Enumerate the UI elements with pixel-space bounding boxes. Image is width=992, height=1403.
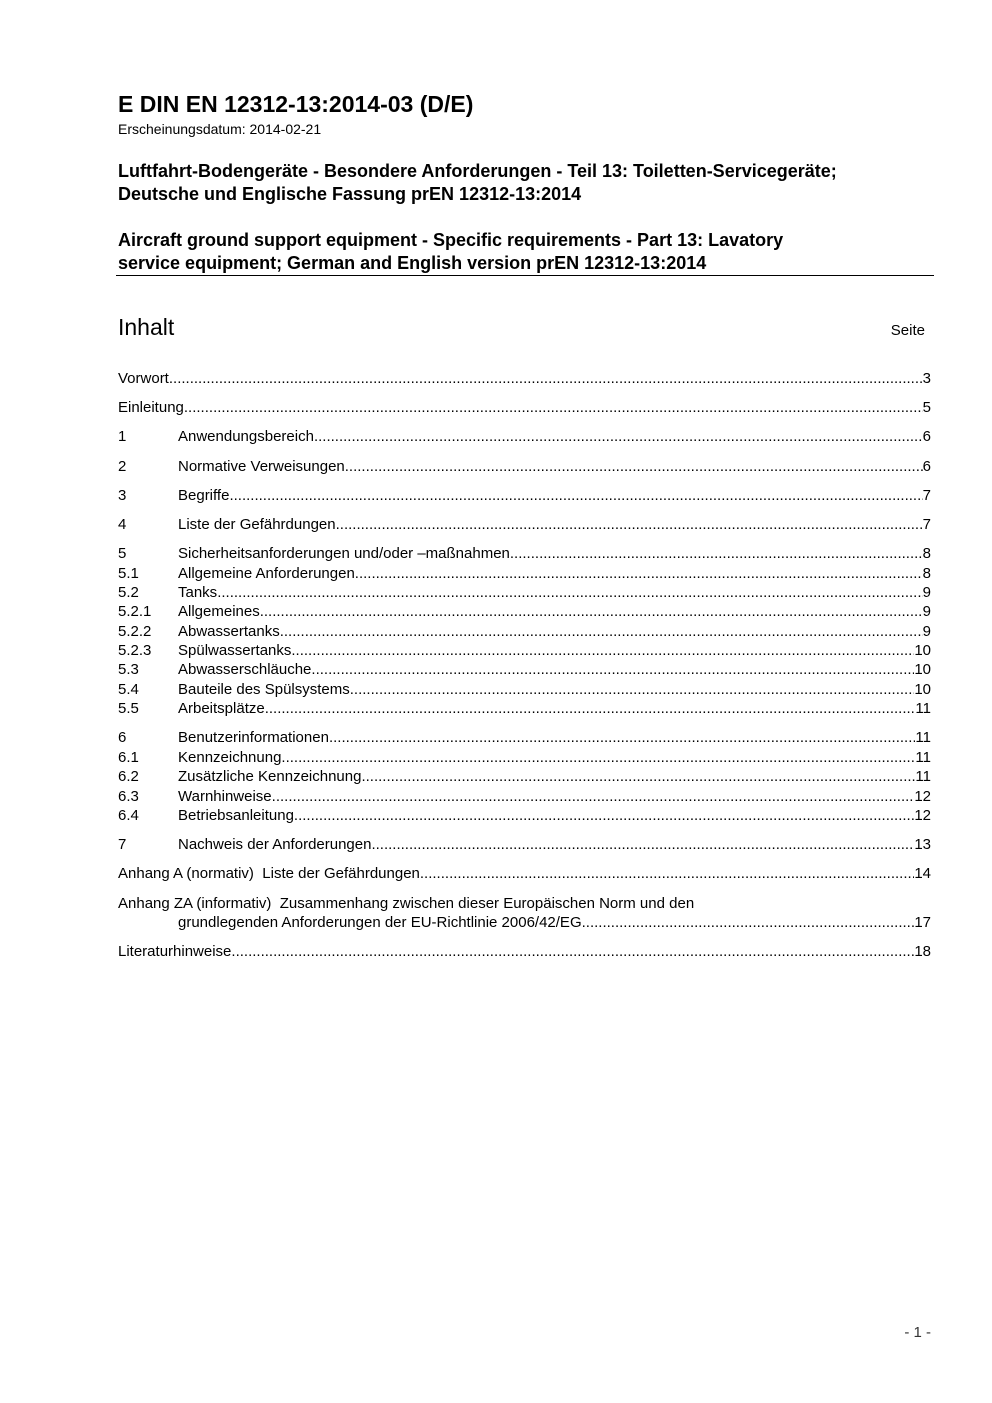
toc-entry-label: Nachweis der Anforderungen	[178, 836, 372, 854]
toc-entry-page: 10	[914, 661, 931, 679]
document-id: E DIN EN 12312-13:2014-03 (D/E)	[118, 91, 474, 117]
toc-entry-number: 6.1	[118, 748, 139, 766]
toc-entry-number: 6.2	[118, 768, 139, 786]
toc-entry-annex-za[interactable]	[118, 894, 931, 913]
toc-entry-page: 11	[915, 700, 931, 718]
toc-leader-dots	[231, 942, 914, 961]
toc-leader-dots	[336, 515, 923, 534]
toc-entry-number: 6.4	[118, 807, 139, 824]
toc-entry-page: 13	[914, 836, 931, 854]
toc-entry-page: 18	[914, 943, 931, 961]
toc-heading: Inhalt	[118, 314, 175, 340]
toc-entry[interactable]	[118, 641, 931, 660]
toc-entry[interactable]	[118, 835, 931, 854]
toc-entry-label: Normative Verweisungen	[178, 457, 345, 475]
toc-entry-number: 3	[118, 486, 127, 504]
page-number: - 1 -	[904, 1324, 931, 1341]
toc-entry-number: 4	[118, 515, 127, 533]
toc-leader-dots	[229, 486, 922, 505]
toc-entry-number: 5.4	[118, 680, 139, 698]
toc-entry-label: Begriffe	[178, 486, 230, 504]
toc-leader-dots	[291, 641, 914, 660]
toc-entry-number: 5	[118, 545, 127, 563]
toc-entry-page: 6	[922, 428, 931, 446]
toc-leader-dots	[355, 564, 923, 583]
toc-annex-za-label-line1: Zusammenhang zwischen dieser Europäischen Norm und den	[279, 894, 695, 912]
toc-entry-number: 5.1	[118, 564, 139, 582]
toc-leader-dots	[582, 913, 915, 932]
toc-entry-label: Kennzeichnung	[178, 748, 282, 766]
toc-entry-page: 8	[922, 564, 931, 582]
toc-leader-dots	[272, 787, 915, 806]
toc-page-column-label: Seite	[890, 322, 925, 339]
publication-date: Erscheinungsdatum: 2014-02-21	[118, 121, 322, 137]
toc-entry-label: Warnhinweise	[178, 787, 272, 805]
title-german-line2: Deutsche und Englische Fassung prEN 12312-13:2014	[118, 184, 582, 204]
toc-annex-za-label-line2: grundlegenden Anforderungen der EU-Richtlinie 2006/42/EG	[178, 913, 582, 931]
toc-leader-dots	[329, 728, 915, 747]
header-divider	[116, 275, 934, 276]
toc-entry-number: 5.2.2	[118, 622, 152, 640]
toc-entry[interactable]	[118, 544, 931, 563]
toc-entry-label: Benutzerinformationen	[178, 729, 329, 747]
toc-entry-page: 11	[915, 729, 931, 747]
toc-entry-page: 3	[922, 370, 931, 387]
toc-entry-number: 7	[118, 836, 127, 854]
toc-leader-dots	[281, 748, 915, 767]
toc-entry-page: 12	[914, 787, 931, 805]
toc-leader-dots	[217, 583, 922, 602]
toc-entry-label: Bauteile des Spülsystems	[178, 680, 350, 698]
toc-entry-annex-za-continuation[interactable]	[118, 913, 931, 932]
toc-entry-page: 10	[914, 680, 931, 698]
toc-entry[interactable]	[118, 369, 931, 388]
toc-entry[interactable]	[118, 583, 931, 602]
toc-entry[interactable]	[118, 728, 931, 747]
toc-annex-a-prefix: Anhang A	[118, 865, 183, 883]
toc-entry-number: 6.3	[118, 787, 139, 805]
toc-entry-page: 11	[915, 748, 931, 766]
toc-entry-label: Allgemeine Anforderungen	[178, 564, 355, 582]
toc-entry-page: 10	[914, 642, 931, 660]
toc-leader-dots	[294, 806, 914, 825]
toc-leader-dots	[265, 699, 916, 718]
toc-annex-a-text	[118, 864, 420, 883]
toc-entry-label: Einleitung	[118, 399, 184, 417]
toc-entry-label: Spülwassertanks	[178, 642, 292, 660]
toc-entry-number: 5.3	[118, 661, 139, 679]
toc-entry-page: 11	[915, 768, 931, 786]
toc-leader-dots	[420, 864, 914, 883]
toc-entry-label: Betriebsanleitung	[178, 807, 294, 824]
toc-entry-label: Abwassertanks	[178, 622, 280, 640]
title-english	[118, 229, 783, 275]
toc-entry-annex-a[interactable]	[118, 864, 931, 883]
toc-entry-label: Abwasserschläuche	[178, 661, 312, 679]
toc-entry-page: 7	[922, 515, 931, 533]
toc-leader-dots	[361, 767, 915, 786]
toc-entry-number: 5.2.1	[118, 603, 152, 621]
toc-entry-label: Vorwort	[118, 370, 169, 387]
toc-leader-dots	[345, 457, 923, 476]
table-of-contents	[118, 369, 931, 962]
title-german	[118, 160, 837, 206]
toc-annex-a-kind: (normativ)	[186, 865, 254, 883]
toc-entry-label: Anwendungsbereich	[178, 428, 314, 446]
toc-annex-za-prefix: Anhang ZA	[118, 894, 193, 912]
toc-leader-dots	[510, 544, 923, 563]
toc-entry[interactable]	[118, 699, 931, 718]
toc-entry-page: 9	[922, 603, 931, 621]
toc-leader-dots	[350, 680, 915, 699]
toc-entry-label: Literaturhinweise	[118, 943, 232, 961]
toc-entry[interactable]	[118, 660, 931, 679]
toc-annex-za-kind: (informativ)	[196, 894, 272, 912]
toc-leader-dots	[371, 835, 914, 854]
toc-entry[interactable]	[118, 787, 931, 806]
title-english-line2: service equipment; German and English version prEN 12312-13:2014	[118, 253, 707, 273]
toc-entry[interactable]	[118, 427, 931, 446]
toc-entry-page: 12	[914, 807, 931, 824]
toc-entry-label: Allgemeines	[178, 603, 260, 621]
toc-entry-label: Liste der Gefährdungen	[178, 515, 336, 533]
toc-entry-page: 17	[914, 913, 931, 931]
toc-leader-dots	[260, 602, 923, 621]
toc-entry[interactable]	[118, 486, 931, 505]
toc-entry-bibliography[interactable]	[118, 942, 931, 961]
toc-entry-number: 5.5	[118, 700, 139, 718]
toc-entry-label: Sicherheitsanforderungen und/oder –maßnahmen	[178, 545, 510, 563]
toc-entry-number: 1	[118, 428, 127, 446]
toc-entry-number: 5.2.3	[118, 642, 152, 660]
toc-entry-page: 5	[922, 399, 931, 417]
toc-entry-label: Zusätzliche Kennzeichnung	[178, 768, 362, 786]
toc-entry[interactable]	[118, 748, 931, 767]
toc-entry[interactable]	[118, 398, 931, 417]
toc-entry-label: Tanks	[178, 583, 218, 601]
toc-entry[interactable]	[118, 680, 931, 699]
toc-leader-dots	[311, 660, 914, 679]
toc-entry-number: 5.2	[118, 583, 139, 601]
toc-annex-a-label: Liste der Gefährdungen	[262, 865, 420, 883]
toc-entry-page: 8	[922, 545, 931, 563]
toc-entry[interactable]	[118, 602, 931, 621]
toc-entry-number: 6	[118, 729, 127, 747]
toc-entry[interactable]	[118, 564, 931, 583]
toc-leader-dots	[184, 398, 923, 417]
toc-entry[interactable]	[118, 767, 931, 786]
toc-entry-page: 7	[922, 486, 931, 504]
toc-leader-dots	[280, 622, 923, 641]
toc-entry-page: 9	[922, 622, 931, 640]
toc-leader-dots	[169, 369, 923, 388]
toc-entry-label: Arbeitsplätze	[178, 700, 265, 718]
toc-entry[interactable]	[118, 457, 931, 476]
title-german-line1: Luftfahrt-Bodengeräte - Besondere Anforderungen - Teil 13: Toiletten-Servicegeräte;	[118, 161, 837, 181]
toc-entry[interactable]	[118, 515, 931, 534]
toc-leader-dots	[314, 427, 923, 446]
toc-entry-page: 9	[922, 583, 931, 601]
toc-entry[interactable]	[118, 622, 931, 641]
toc-entry-page: 6	[922, 457, 931, 475]
title-english-line1: Aircraft ground support equipment - Specific requirements - Part 13: Lavatory	[118, 230, 784, 250]
toc-entry[interactable]	[118, 806, 931, 825]
toc-entry-page: 14	[914, 865, 931, 883]
toc-entry-number: 2	[118, 457, 127, 475]
